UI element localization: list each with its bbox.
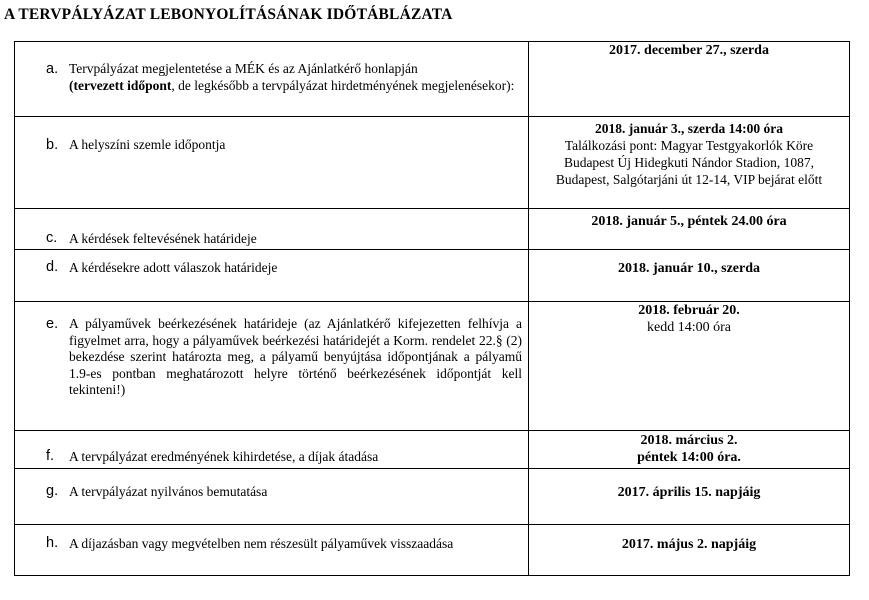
- row-b-date: 2018. január 3., szerda 14:00 óra: [595, 121, 783, 136]
- row-e-date-detail: kedd 14:00 óra: [647, 320, 731, 335]
- row-letter: h.: [46, 535, 59, 551]
- row-f-date: 2018. március 2.: [640, 433, 738, 448]
- schedule-table: [14, 41, 850, 576]
- row-f-date-cell: [529, 431, 850, 469]
- row-e-date-cell: [529, 302, 850, 431]
- row-c-date: 2018. január 5., péntek 24.00 óra: [529, 209, 850, 250]
- row-a-description: Tervpályázat megjelentetése a MÉK és az Ajánlatkérő honlapján (tervezett időpont, de legkésőbb a tervpályázat hirdetményének megjelenésekor):: [69, 61, 515, 93]
- table-row: [15, 525, 850, 576]
- row-h-date: 2017. május 2. napjáig: [529, 525, 850, 576]
- row-letter: a.: [46, 61, 59, 77]
- row-letter: b.: [46, 137, 59, 153]
- table-row: [15, 469, 850, 525]
- row-h-description: A díjazásban vagy megvételben nem részesült pályaművek visszaadása: [69, 536, 454, 551]
- row-g-description-cell: [15, 469, 529, 525]
- row-g-description: A tervpályázat nyilvános bemutatása: [69, 484, 268, 499]
- row-e-description-cell: [15, 302, 529, 431]
- row-letter: e.: [46, 316, 59, 332]
- row-b-description: A helyszíni szemle időpontja: [69, 137, 226, 152]
- table-row: [15, 250, 850, 302]
- row-b-description-cell: [15, 117, 529, 209]
- table-row: [15, 209, 850, 250]
- table-row: [15, 42, 850, 117]
- table-row: [15, 302, 850, 431]
- row-d-description-cell: [15, 250, 529, 302]
- row-c-description-cell: [15, 209, 529, 250]
- row-b-meeting-point: Találkozási pont: Magyar Testgyakorlók Köre Budapest Új Hidegkuti Nándor Stadion, 1087, Budapest, Salgótarjáni út 12-14, VIP bejárat előtt: [555, 138, 823, 187]
- row-d-description: A kérdésekre adott válaszok határideje: [69, 260, 278, 275]
- row-f-description-cell: [15, 431, 529, 469]
- row-letter: f.: [46, 448, 55, 464]
- table-row: [15, 117, 850, 209]
- row-b-date-cell: [529, 117, 850, 209]
- row-e-date: 2018. február 20.: [638, 303, 740, 318]
- table-row: [15, 431, 850, 469]
- row-f-description: A tervpályázat eredményének kihirdetése, a díjak átadása: [69, 449, 379, 464]
- row-e-description: A pályaművek beérkezésének határideje (az Ajánlatkérő kifejezetten felhívja a figyelmet arra, hogy a pályaművek beérkezési határidejét a Korm. rendelet 22.§ (2) bekezdése szerint határozta meg, a pályamű benyújtása időpontjának a pályamű 1.9-es pontban meghatározott helyre történő beérkezésének időpontját kell tekinteni!): [69, 316, 522, 397]
- row-letter: c.: [46, 230, 58, 246]
- row-a-date: 2017. december 27., szerda: [529, 42, 850, 117]
- row-d-date: 2018. január 10., szerda: [529, 250, 850, 302]
- row-a-description-cell: [15, 42, 529, 117]
- row-f-time: péntek 14:00 óra.: [637, 450, 741, 465]
- row-g-date: 2017. április 15. napjáig: [529, 469, 850, 525]
- row-letter: g.: [46, 483, 59, 499]
- row-h-description-cell: [15, 525, 529, 576]
- row-letter: d.: [46, 259, 59, 275]
- row-c-description: A kérdések feltevésének határideje: [69, 231, 257, 246]
- document-title: A TERVPÁLYÁZAT LEBONYOLÍTÁSÁNAK IDŐTÁBLÁZATA: [4, 6, 453, 23]
